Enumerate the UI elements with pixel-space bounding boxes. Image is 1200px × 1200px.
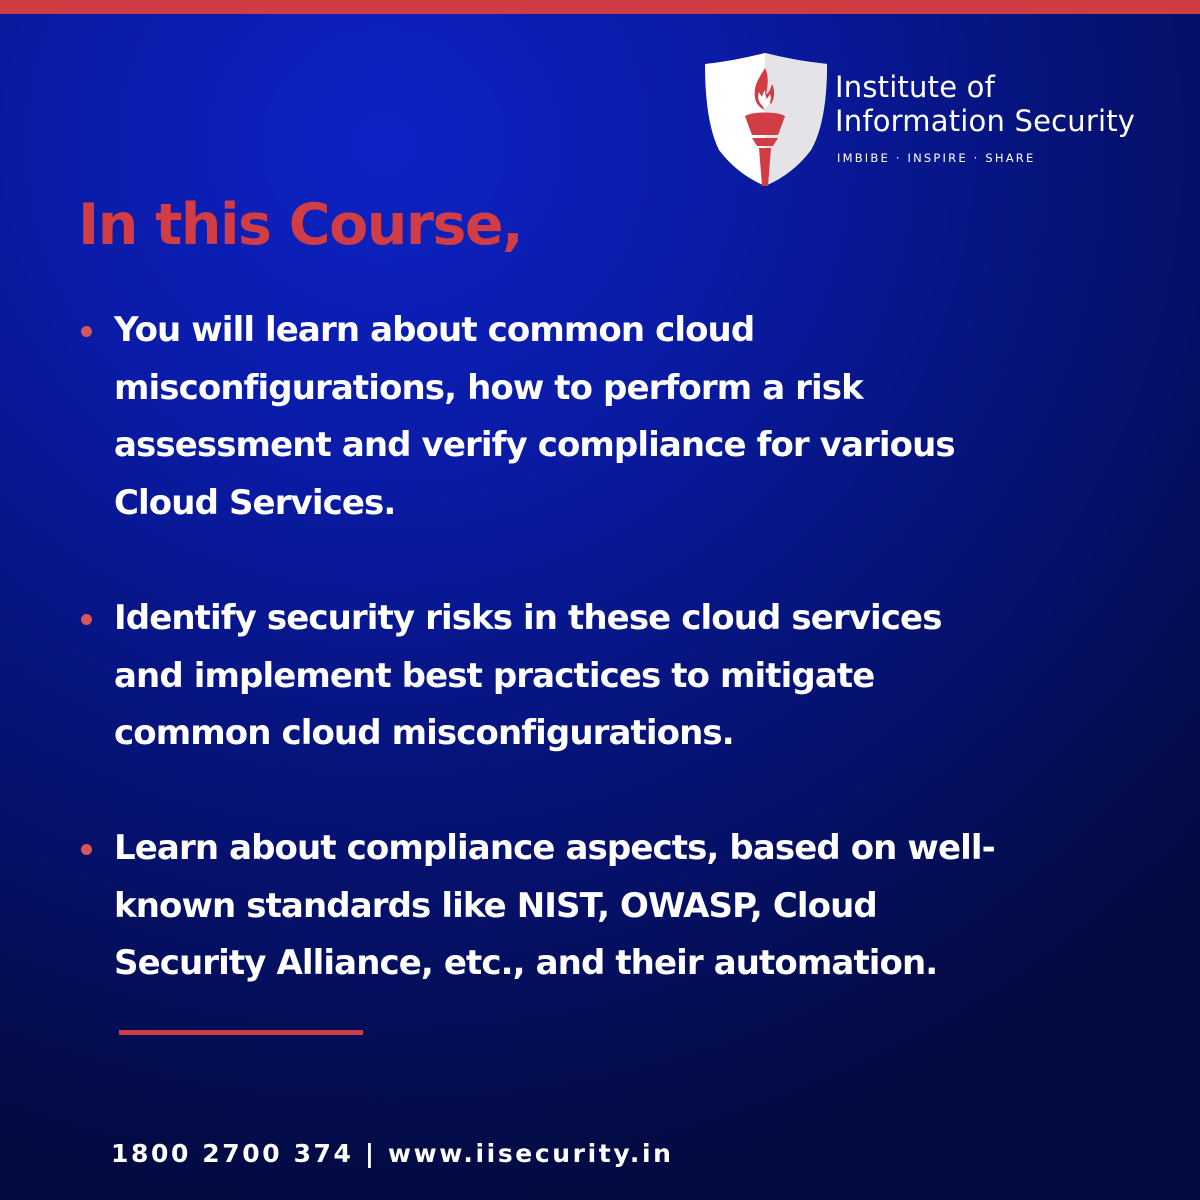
institute-logo <box>703 52 1193 192</box>
top-accent-bar <box>0 0 1200 14</box>
bullet-dot-icon <box>81 844 92 855</box>
institute-tagline: IMBIBE · INSPIRE · SHARE <box>837 151 1036 165</box>
bullet-dot-icon <box>81 614 92 625</box>
institute-name-line2: Information Security <box>835 104 1136 138</box>
page-heading: In this Course, <box>78 192 523 258</box>
bullet-dot-icon <box>81 326 92 337</box>
bullet-text: Learn about compliance aspects, based on well- known standards like NIST, OWASP, Cloud Security Alliance, etc., and their automation. <box>114 828 995 983</box>
institute-name <box>835 70 1135 138</box>
institute-name-line1: Institute of <box>835 70 996 104</box>
accent-divider <box>119 1030 363 1035</box>
bullet-text: You will learn about common cloud misconfigurations, how to perform a risk assessment and verify compliance for various Cloud Services. <box>114 310 955 523</box>
contact-footer: 1800 2700 374 | www.iisecurity.in <box>111 1139 674 1168</box>
torch-shield-icon <box>703 52 831 188</box>
bullet-text: Identify security risks in these cloud services and implement best practices to mitigate common cloud misconfigurations. <box>114 598 942 753</box>
